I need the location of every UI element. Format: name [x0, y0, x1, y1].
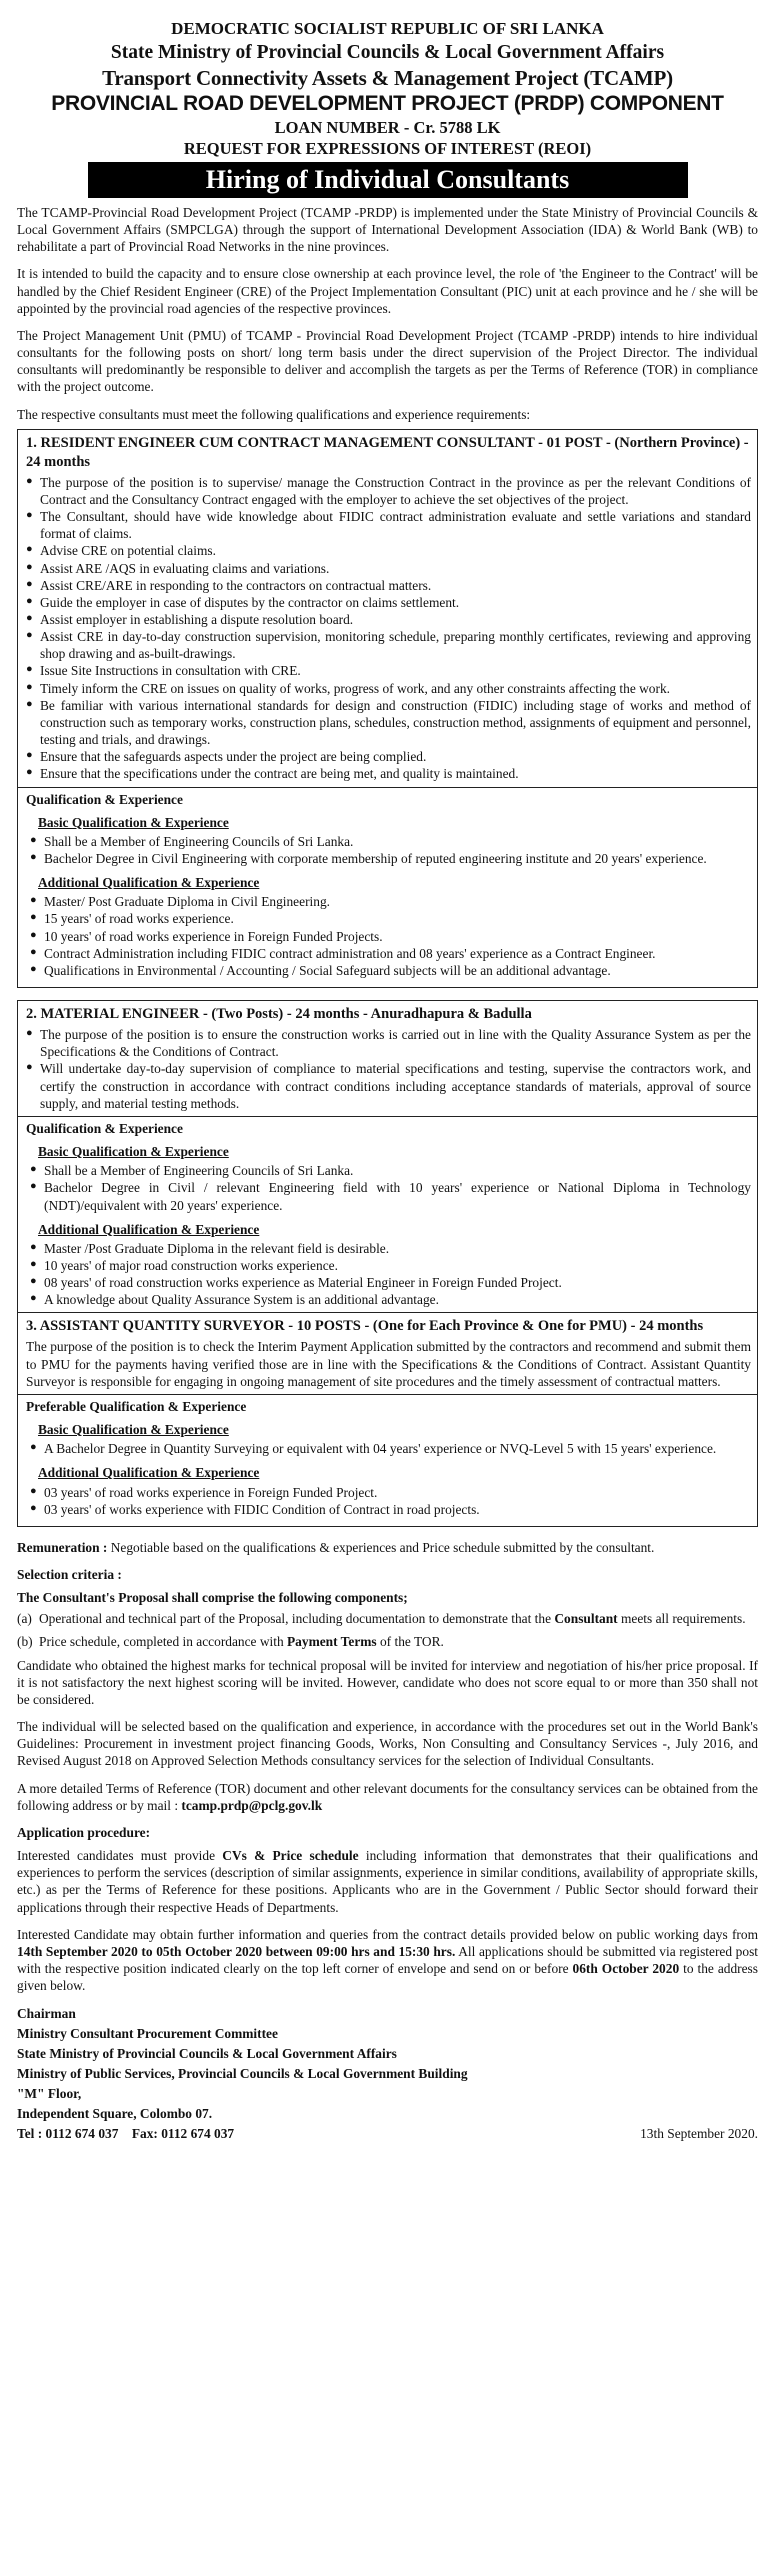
list-item: ● Shall be a Member of Engineering Councils of Sri Lanka. — [30, 833, 751, 850]
list-item: ● Master/ Post Graduate Diploma in Civil Engineering. — [30, 893, 751, 910]
post-1-qualification-heading: Qualification & Experience — [26, 791, 183, 807]
list-item: ● 08 years' of road construction works experience as Material Engineer in Foreign Funded Project. — [30, 1274, 751, 1291]
remuneration-text: Negotiable based on the qualifications & experiences and Price schedule submitted by the consultant. — [107, 1539, 655, 1555]
list-item: ● Master /Post Graduate Diploma in the relevant field is desirable. — [30, 1240, 751, 1257]
list-item: ● 10 years' of major road construction works experience. — [30, 1257, 751, 1274]
list-item: ● Advise CRE on potential claims. — [26, 542, 751, 559]
intro-paragraph: The respective consultants must meet the following qualifications and experience requirements: — [17, 406, 531, 422]
address-line: Ministry Consultant Procurement Committee — [17, 2026, 278, 2042]
component-b-text: Price schedule, completed in accordance with — [39, 1634, 287, 1650]
address-line: Ministry of Public Services, Provincial Councils & Local Government Building — [17, 2066, 468, 2082]
ministry-heading: State Ministry of Provincial Councils & Local Government Affairs — [110, 42, 665, 63]
component-a-bold: Consultant — [554, 1611, 618, 1627]
list-item: ● Ensure that the safeguards aspects under the project are being complied. — [26, 748, 751, 765]
component-a — [17, 1610, 758, 1627]
post-3-basic-heading: Basic Qualification & Experience — [38, 1422, 229, 1438]
list-item: ● Bachelor Degree in Civil Engineering with corporate membership of reputed engineering institute and 20 years' experience. — [30, 850, 751, 867]
application-bold: 14th September 2020 to 05th October 2020 between 09:00 hrs and 15:30 hrs. — [17, 1943, 456, 1959]
proposal-components-heading: The Consultant's Proposal shall comprise the following components; — [17, 1590, 408, 1606]
component-a-marker: (a) — [17, 1611, 32, 1627]
application-paragraph-2 — [17, 1926, 758, 1995]
application-paragraph-1 — [17, 1847, 758, 1916]
post-3-description: The purpose of the position is to check the Interim Payment Application submitted by the contractors and recommend and submit them to PMU for the payments having verified those are in line with the Specifications & the Conditions of Contract. Assistant Quantity Surveyor is responsible for engaging in ongoing management of site procedures and the timely assessment of contractual matters. — [26, 1339, 751, 1389]
publish-date: 13th September 2020. — [640, 2126, 758, 2142]
post-1-box — [17, 429, 758, 988]
list-item: ● Shall be a Member of Engineering Councils of Sri Lanka. — [30, 1162, 751, 1179]
remuneration-label: Remuneration : — [17, 1539, 108, 1555]
application-text: to the address given below. — [17, 1960, 758, 1994]
remuneration-paragraph — [17, 1539, 758, 1556]
intro-paragraph: It is intended to build the capacity and to ensure close ownership at each province level, the role of 'the Engineer to the Contract' will be handled by the Chief Resident Engineer (CRE) of the Project Implementation Consultant (PIC) unit at each province and he / she will be appointed by the provincial road agencies of the respective provinces. — [17, 266, 758, 316]
post-2-duties — [26, 1026, 751, 1112]
post-1-additional-heading: Additional Qualification & Experience — [38, 875, 260, 891]
application-text: Interested Candidate may obtain further information and queries from the contract details provided below on public working days from — [17, 1926, 758, 1942]
post-1-basic-list — [30, 833, 751, 867]
list-item: ● Assist ARE /AQS in evaluating claims and variations. — [26, 560, 751, 577]
contact-address — [17, 2004, 758, 2144]
intro-paragraph: The Project Management Unit (PMU) of TCAMP - Provincial Road Development Project (TCAMP -PRDP) intends to hire individual consultants for the following posts on short/ long term basis under the direct supervision of the Project Director. The individual consultants will predominantly be responsible to deliver and accomplish the targets as per the Terms of Reference (TOR) in compliance with the project outcome. — [17, 327, 758, 395]
post-2-title: 2. MATERIAL ENGINEER - (Two Posts) - 24 months - Anuradhapura & Badulla — [26, 1006, 532, 1023]
post-1-additional-list — [30, 893, 751, 979]
address-line: Independent Square, Colombo 07. — [17, 2106, 213, 2122]
list-item: ● Contract Administration including FIDIC contract administration and 08 years' experience as a Contract Engineer. — [30, 945, 751, 962]
list-item: ● The purpose of the position is to ensure the construction works is carried out in line with the Quality Assurance System as per the Specifications & the Conditions of Contract. — [26, 1026, 751, 1060]
component-a-tail: meets all requirements. — [617, 1611, 746, 1627]
selection-paragraph-2: The individual will be selected based on the qualification and experience, in accordance with the procedures set out in the World Bank's Guidelines: Procurement in investment project financing Goods, Works, Non Consulting and Consultancy Services -, July 2016, and Revised August 2018 on Approved Selection Methods consultancy services for the selection of Individual Consultants. — [17, 1719, 758, 1769]
address-line: "M" Floor, — [17, 2086, 82, 2102]
list-item: ● Be familiar with various international standards for design and construction (FIDIC) including stage of works and method of construction such as temporary works, construction plans, schedules, construction method, assignments of equipment and personnel, testing and trials, and drawings. — [26, 697, 751, 748]
post-2-box — [17, 1000, 758, 1527]
post-3-additional-list — [30, 1484, 751, 1518]
application-text: All applications should be submitted via registered post with the respective position indicated clearly on the top left corner of envelope and send on or before — [17, 1943, 759, 1976]
list-item: ● Bachelor Degree in Civil / relevant Engineering field with 10 years' experience or National Diploma in Technology (NDT)/equivalent with 20 years' experience. — [30, 1179, 751, 1213]
post-1-duties — [26, 474, 751, 783]
post-3-qualification-heading: Preferable Qualification & Experience — [26, 1398, 247, 1414]
application-text: Interested candidates must provide — [17, 1848, 223, 1864]
selection-paragraph-1: Candidate who obtained the highest marks for technical proposal will be invited for interview and negotiation of his/her price proposal. If it is not satisfactory the next highest scoring will be invited. However, candidate who does not score equal to or more than 350 shall not be considered. — [17, 1657, 758, 1707]
component-b-bold: Payment Terms — [287, 1634, 377, 1650]
component-b-tail: of the TOR. — [376, 1634, 444, 1650]
component-a-text: Operational and technical part of the Proposal, including documentation to demonstrate that the — [39, 1611, 555, 1627]
selection-paragraph-3 — [17, 1780, 758, 1814]
component-heading: PROVINCIAL ROAD DEVELOPMENT PROJECT (PRDP) COMPONENT — [51, 92, 724, 115]
list-item: ● Issue Site Instructions in consultation with CRE. — [26, 662, 751, 679]
post-1-title: 1. RESIDENT ENGINEER CUM CONTRACT MANAGEMENT CONSULTANT - 01 POST - (Northern Province) - 24 months — [26, 434, 749, 470]
selection-criteria-heading: Selection criteria : — [17, 1567, 122, 1582]
title-banner: Hiring of Individual Consultants — [88, 162, 688, 198]
project-heading: Transport Connectivity Assets & Management Project (TCAMP) — [102, 66, 673, 90]
post-1-basic-heading: Basic Qualification & Experience — [38, 814, 229, 830]
list-item: ● The Consultant, should have wide knowledge about FIDIC contract administration evaluate and settle variations and standard format of claims. — [26, 508, 751, 542]
post-3-title: 3. ASSISTANT QUANTITY SURVEYOR - 10 POSTS - (One for Each Province & One for PMU) - 24 months — [26, 1318, 704, 1335]
email-link[interactable]: tcamp.prdp@pclg.gov.lk — [181, 1797, 323, 1813]
reoi-heading: REQUEST FOR EXPRESSIONS OF INTEREST (REOI) — [183, 139, 592, 158]
post-2-additional-heading: Additional Qualification & Experience — [38, 1221, 260, 1237]
list-item: ● Ensure that the specifications under the contract are being met, and quality is maintained. — [26, 765, 751, 782]
address-line: State Ministry of Provincial Councils & Local Government Affairs — [17, 2046, 397, 2062]
loan-number: LOAN NUMBER - Cr. 5788 LK — [274, 118, 501, 137]
application-procedure-heading: Application procedure: — [17, 1824, 151, 1840]
post-3-additional-heading: Additional Qualification & Experience — [38, 1465, 260, 1481]
application-text: including information that demonstrates that their qualifications and experiences to perform the services (description of similar assignments, experience in similar conditions, availability of appropriate skills, etc.) as per the Terms of Reference for these positions. Applicants who are in the Government / Public Sector should forward their applications through their respective Heads of Departments. — [17, 1848, 759, 1915]
post-3-basic-list — [30, 1440, 751, 1457]
country-heading: DEMOCRATIC SOCIALIST REPUBLIC OF SRI LANKA — [171, 19, 604, 38]
post-2-basic-heading: Basic Qualification & Experience — [38, 1144, 229, 1160]
list-item: ● 15 years' of road works experience. — [30, 910, 751, 927]
list-item: ● 10 years' of road works experience in Foreign Funded Projects. — [30, 928, 751, 945]
component-b-marker: (b) — [17, 1634, 33, 1650]
list-item: ● Will undertake day-to-day supervision of compliance to material specifications and testing, supervise the contractors work, and certify the construction in accordance with contract conditions including acceptance standards of materials, approval of source supply, and material testing methods. — [26, 1060, 751, 1111]
list-item: ● Guide the employer in case of disputes by the contractor on claims settlement. — [26, 594, 751, 611]
application-bold: 06th October 2020 — [572, 1960, 680, 1976]
list-item: ● Assist CRE/ARE in responding to the contractors on contractual matters. — [26, 577, 751, 594]
list-item: ● The purpose of the position is to supervise/ manage the Construction Contract in the province as per the relevant Conditions of Contract and the Consultancy Contract engaged with the employer to achieve the set objectives of the project. — [26, 474, 751, 508]
list-item: ● A knowledge about Quality Assurance System is an additional advantage. — [30, 1291, 751, 1308]
component-b — [17, 1633, 758, 1650]
post-2-basic-list — [30, 1162, 751, 1213]
list-item: ● 03 years' of road works experience in Foreign Funded Project. — [30, 1484, 751, 1501]
list-item: ● Assist CRE in day-to-day construction supervision, monitoring schedule, preparing monthly certificates, reviewing and approving shop drawing and as-built-drawings. — [26, 628, 751, 662]
list-item: ● 03 years' of works experience with FIDIC Condition of Contract in road projects. — [30, 1501, 751, 1518]
list-item: ● A Bachelor Degree in Quantity Surveying or equivalent with 04 years' experience or NVQ-Level 5 with 15 years' experience. — [30, 1440, 751, 1457]
tor-text: A more detailed Terms of Reference (TOR) document and other relevant documents for the consultancy services can be obtained from the following address or by mail : — [17, 1780, 758, 1813]
tel-fax: Tel : 0112 674 037 Fax: 0112 674 037 — [17, 2126, 235, 2142]
post-2-qualification-heading: Qualification & Experience — [26, 1120, 183, 1136]
post-2-additional-list — [30, 1240, 751, 1309]
list-item: ● Timely inform the CRE on issues on quality of works, progress of work, and any other constraints affecting the work. — [26, 680, 751, 697]
list-item: ● Assist employer in establishing a dispute resolution board. — [26, 611, 751, 628]
application-bold: CVs & Price schedule — [222, 1848, 359, 1864]
intro-paragraph: The TCAMP-Provincial Road Development Project (TCAMP -PRDP) is implemented under the State Ministry of Provincial Councils & Local Government Affairs (SMPCLGA) through the support of International Development Association (IDA) & World Bank (WB) to rehabilitate a part of Provincial Road Networks in the nine provinces. — [17, 205, 758, 255]
list-item: ● Qualifications in Environmental / Accounting / Social Safeguard subjects will be an additional advantage. — [30, 962, 751, 979]
address-line: Chairman — [17, 2006, 76, 2022]
